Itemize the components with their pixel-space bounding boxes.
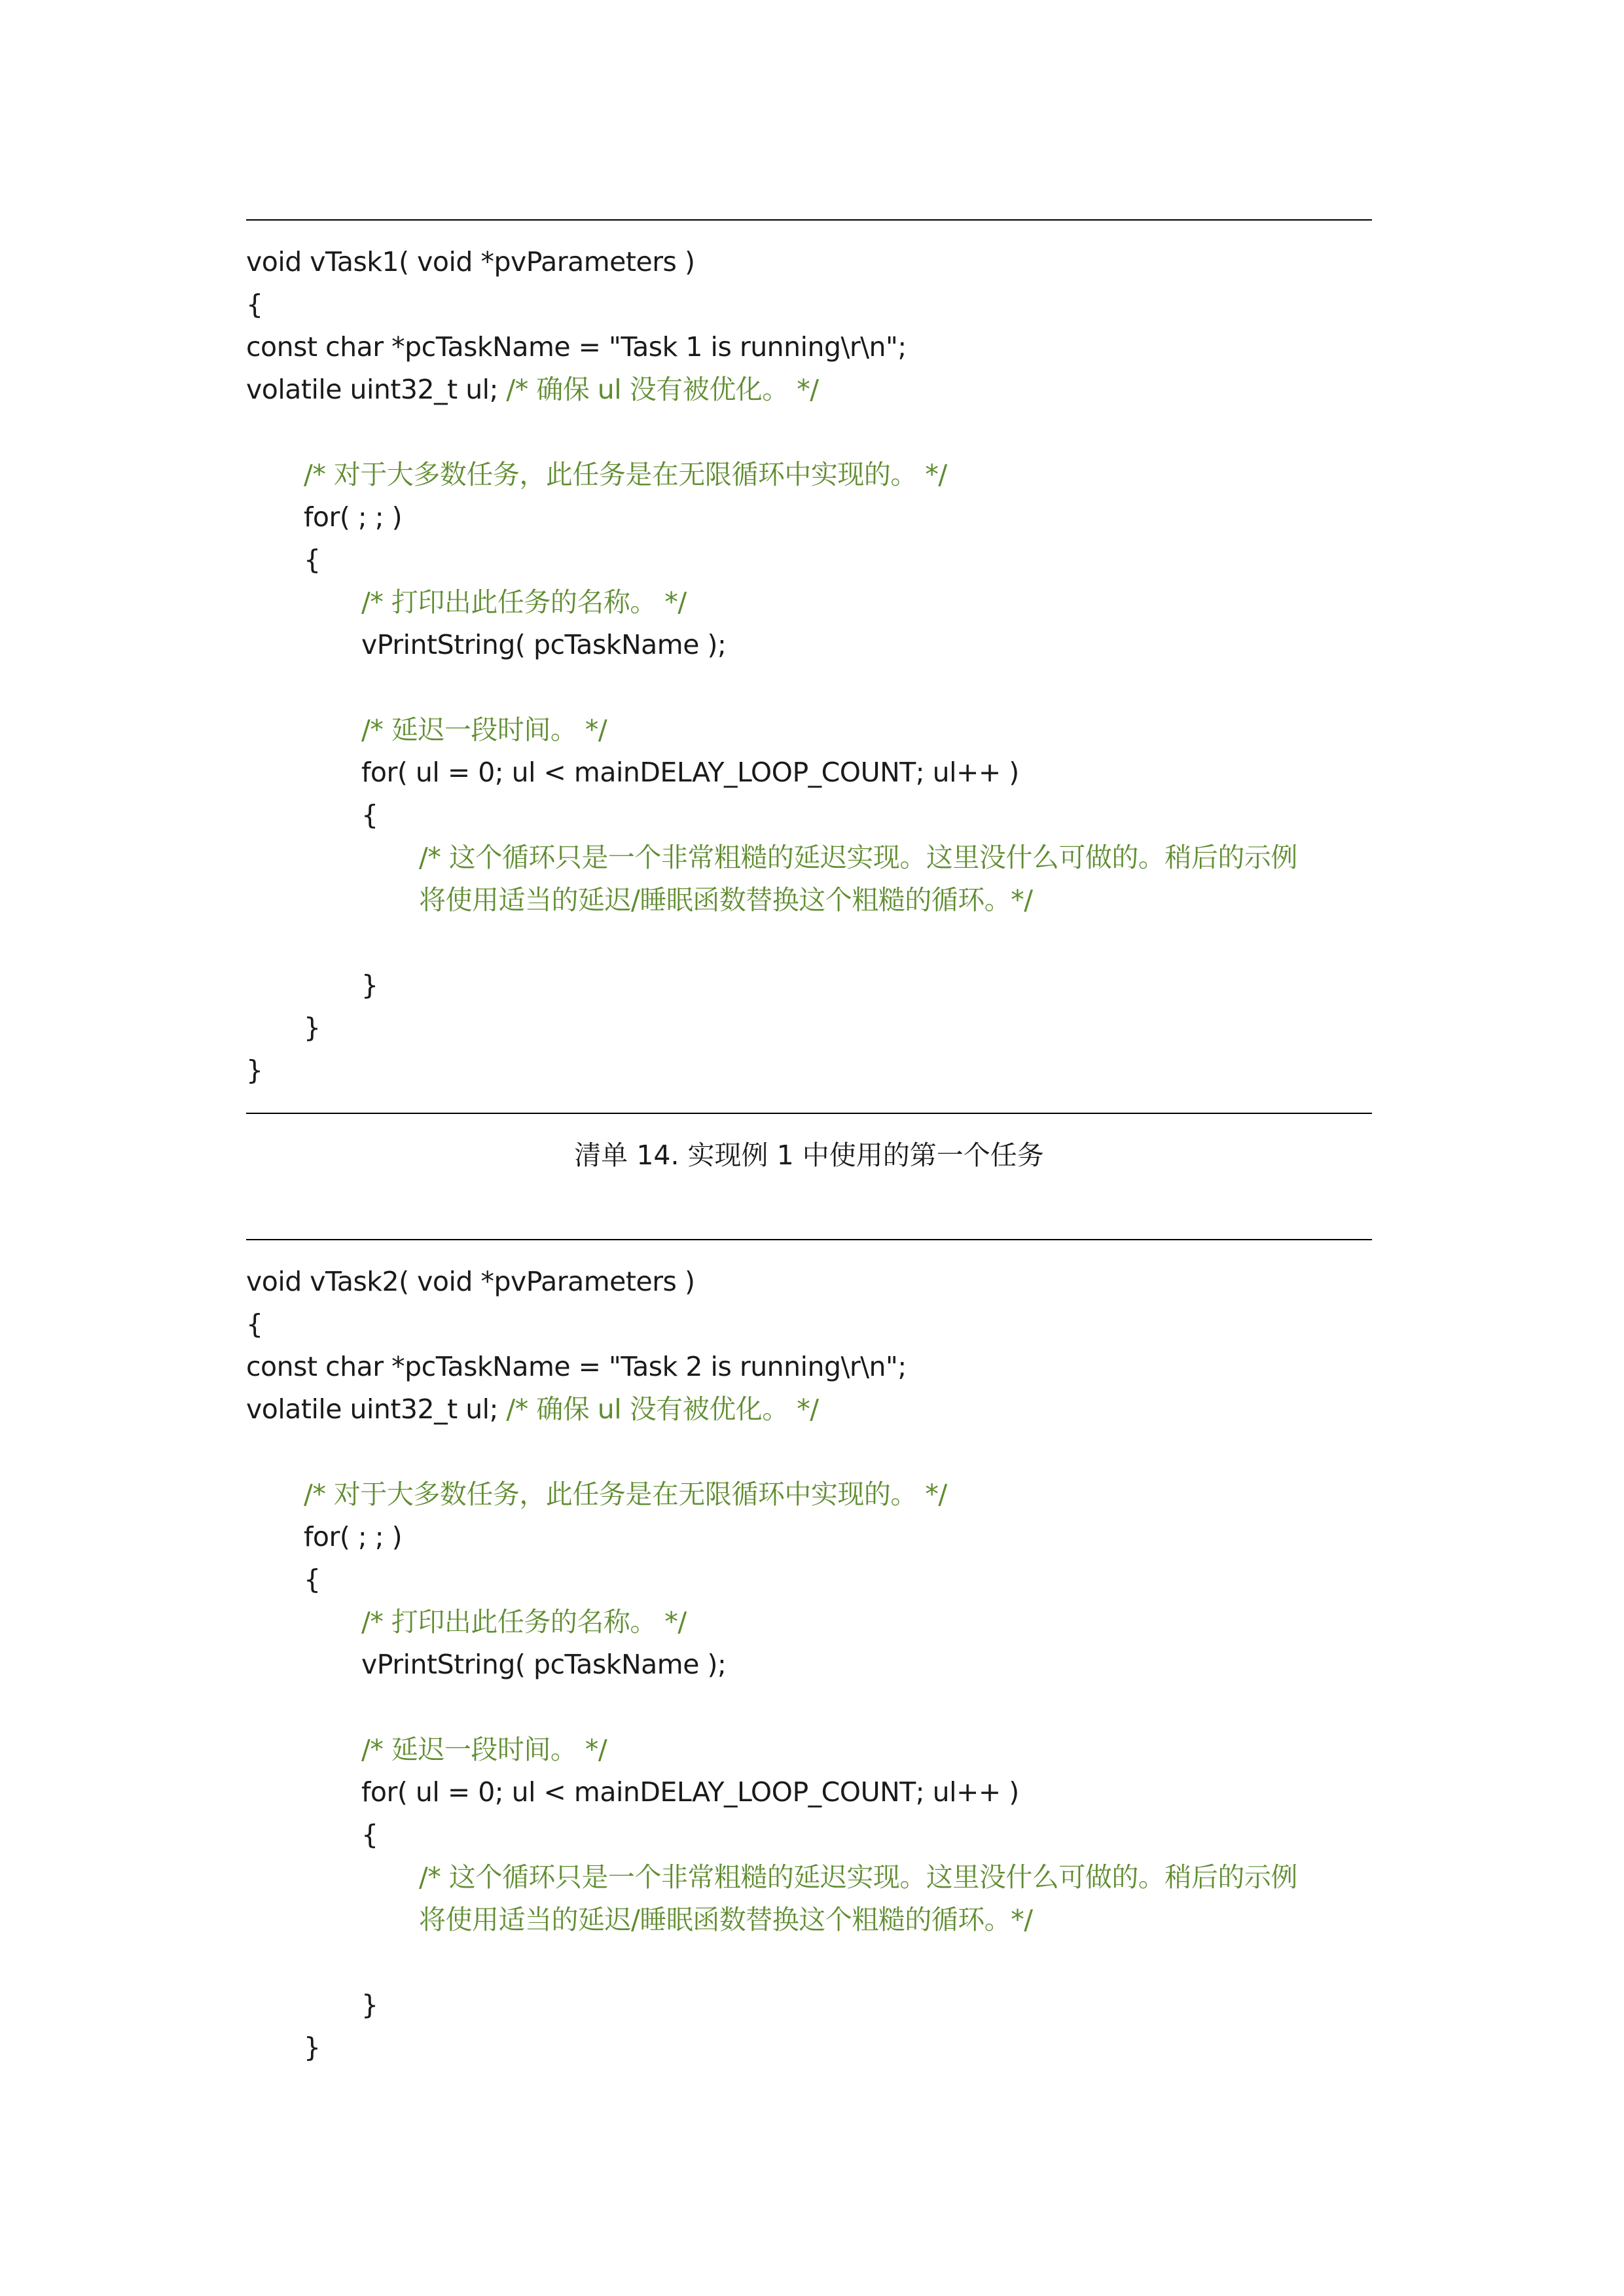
code-comment: /* 这个循环只是一个非常粗糙的延迟实现。这里没什么可做的。稍后的示例 (419, 1861, 1297, 1893)
code-comment: 将使用适当的延迟/睡眠函数替换这个粗糙的循环。*/ (419, 1904, 1033, 1935)
code-comment: /* 确保 ul 没有被优化。 */ (506, 374, 819, 405)
listing-caption: 清单 14. 实现例 1 中使用的第一个任务 (574, 1139, 1044, 1171)
code-comment: /* 延迟一段时间。 */ (361, 1734, 607, 1765)
code-line: void vTask1( void *pvParameters ) (246, 246, 695, 278)
code-line: } (304, 2032, 321, 2063)
code-comment: 将使用适当的延迟/睡眠函数替换这个粗糙的循环。*/ (419, 884, 1033, 916)
code-line: for( ; ; ) (304, 501, 403, 533)
code-line: vPrintString( pcTaskName ); (361, 629, 727, 660)
code-line (246, 370, 819, 409)
code-line: } (361, 1989, 378, 2020)
code-line: void vTask2( void *pvParameters ) (246, 1266, 695, 1297)
listing-bottom-rule (246, 1113, 1372, 1114)
code-line: { (304, 544, 321, 575)
code-line: { (361, 1819, 378, 1850)
code-line: { (246, 289, 263, 320)
code-comment: /* 对于大多数任务，此任务是在无限循环中实现的。 */ (304, 459, 947, 490)
code-line: } (304, 1012, 321, 1043)
code-line: for( ; ; ) (304, 1521, 403, 1552)
code-comment: /* 打印出此任务的名称。 */ (361, 586, 687, 618)
code-line: const char *pcTaskName = "Task 1 is running\r\n"; (246, 331, 907, 363)
code-line: vPrintString( pcTaskName ); (361, 1649, 727, 1680)
code-text: volatile uint32_t ul; (246, 1393, 507, 1425)
code-comment: /* 这个循环只是一个非常粗糙的延迟实现。这里没什么可做的。稍后的示例 (419, 842, 1297, 873)
code-line: } (246, 1054, 263, 1086)
listing-top-rule (246, 219, 1372, 221)
code-line: { (246, 1308, 263, 1340)
code-comment: /* 延迟一段时间。 */ (361, 714, 607, 745)
code-line: for( ul = 0; ul < mainDELAY_LOOP_COUNT; ul++ ) (361, 757, 1019, 788)
code-comment: /* 对于大多数任务，此任务是在无限循环中实现的。 */ (304, 1479, 947, 1510)
code-line (246, 1390, 819, 1429)
code-text: volatile uint32_t ul; (246, 374, 507, 405)
code-line: for( ul = 0; ul < mainDELAY_LOOP_COUNT; ul++ ) (361, 1776, 1019, 1808)
code-line: } (361, 969, 378, 1001)
code-line: const char *pcTaskName = "Task 2 is running\r\n"; (246, 1351, 907, 1382)
listing-top-rule (246, 1239, 1372, 1240)
code-line: { (304, 1564, 321, 1595)
code-comment: /* 打印出此任务的名称。 */ (361, 1606, 687, 1638)
code-line: { (361, 799, 378, 831)
code-comment: /* 确保 ul 没有被优化。 */ (506, 1393, 819, 1425)
